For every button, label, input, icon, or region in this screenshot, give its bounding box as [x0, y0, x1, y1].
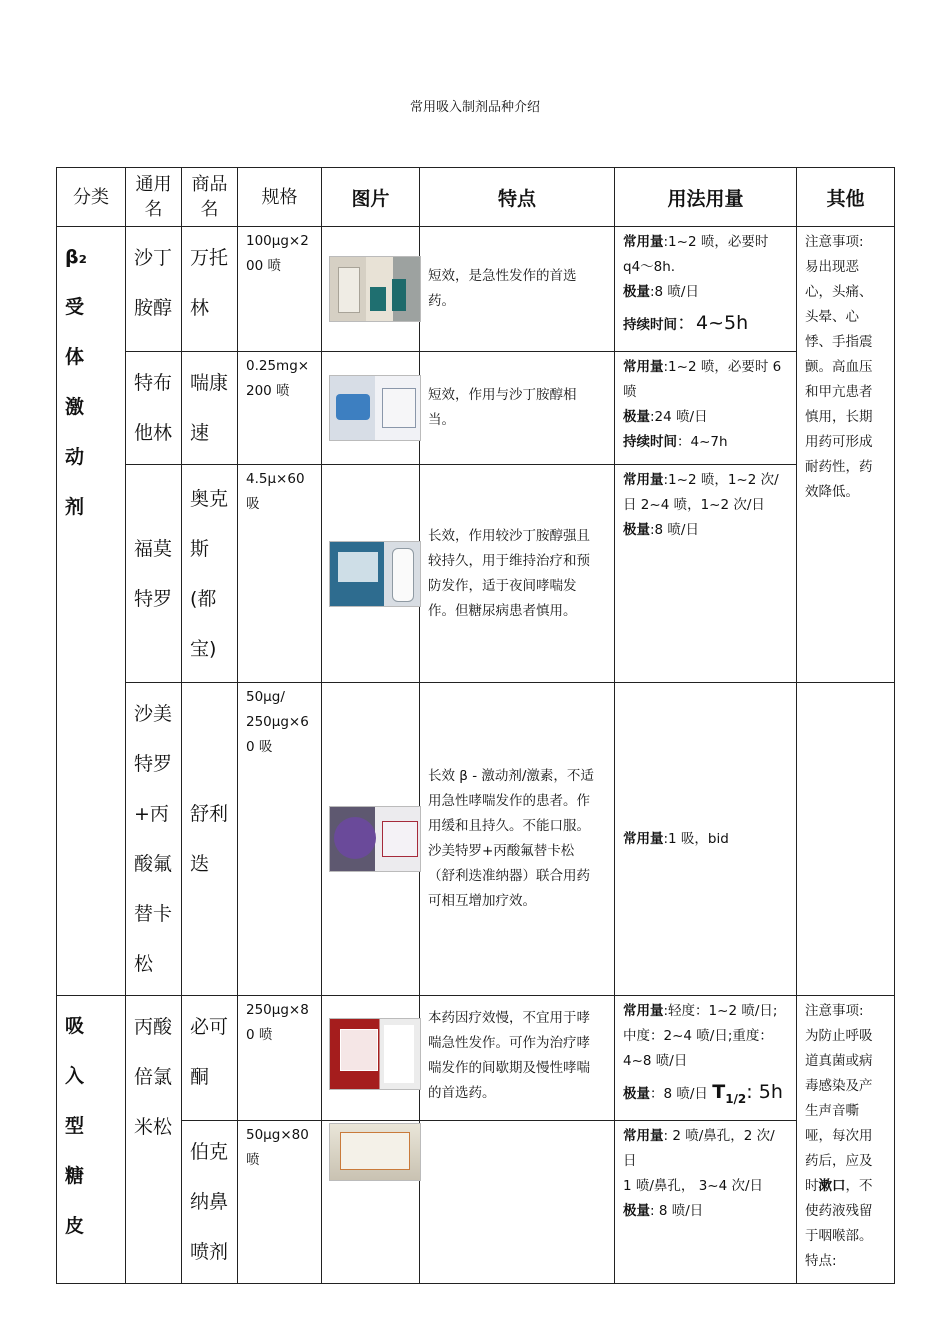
usage: 常用量:1~2 喷，必要时 q4～8h. 极量:8 喷/日 持续时间：4~5h — [615, 227, 797, 352]
spec: 4.5μ×60 吸 — [238, 465, 322, 683]
spec: 50μg×80 喷 — [238, 1121, 322, 1284]
product-image-cell — [322, 227, 420, 352]
usage: 常用量:1~2 喷，1~2 次/ 日 2~4 喷，1~2 次/日 极量:8 喷/日 — [615, 465, 797, 683]
generic-name: 特布 他林 — [126, 352, 182, 465]
spec: 50μg/ 250μg×6 0 吸 — [238, 683, 322, 996]
table-row — [57, 465, 895, 683]
header-features: 特点 — [420, 168, 615, 227]
table-row — [57, 352, 895, 465]
brand-name: 伯克 纳鼻 喷剂 — [182, 1121, 238, 1284]
inhaler-photo — [329, 375, 421, 441]
table-row — [57, 1121, 895, 1284]
spec: 100μg×2 00 喷 — [238, 227, 322, 352]
header-usage: 用法用量 — [615, 168, 797, 227]
header-row — [57, 168, 895, 227]
features: 本药因疗效慢，不宜用于哮 喘急性发作。可作为治疗哮 喘发作的间歇期及慢性哮喘 的首选药。 — [420, 996, 615, 1121]
table-row — [57, 683, 895, 996]
features: 短效，是急性发作的首选 药。 — [420, 227, 615, 352]
brand-name: 舒利 迭 — [182, 683, 238, 996]
nasal-spray-box-photo — [329, 1123, 421, 1181]
brand-name: 奥克 斯 (都 宝) — [182, 465, 238, 683]
generic-name: 福莫 特罗 — [126, 465, 182, 683]
usage: 常用量: 2 喷/鼻孔，2 次/ 日 1 喷/鼻孔， 3~4 次/日 极量: 8 喷/日 — [615, 1121, 797, 1284]
product-image-cell — [322, 352, 420, 465]
features: 短效，作用与沙丁胺醇相 当。 — [420, 352, 615, 465]
table-row — [57, 227, 895, 352]
generic-name: 丙酸 倍氯 米松 — [126, 996, 182, 1284]
usage: 常用量:1~2 喷，必要时 6 喷 极量:24 喷/日 持续时间：4~7h — [615, 352, 797, 465]
header-brand: 商品 名 — [182, 168, 238, 227]
generic-name: 沙美 特罗 +丙 酸氟 替卡 松 — [126, 683, 182, 996]
inhaler-box-photo — [329, 1018, 421, 1090]
turbuhaler-photo — [329, 541, 421, 607]
header-spec: 规格 — [238, 168, 322, 227]
inhaler-table — [56, 167, 895, 1284]
other-notes-empty — [797, 683, 895, 996]
usage: 常用量:1 吸，bid — [615, 683, 797, 996]
product-image-cell — [322, 465, 420, 683]
header-generic: 通用 名 — [126, 168, 182, 227]
other-notes-beta2: 注意事项: 易出现恶 心，头痛、 头晕、心 悸、手指震 颤。高血压 和甲亢患者 慎用，长期 用药可形成 耐药性，药 效降低。 — [797, 227, 895, 683]
header-other: 其他 — [797, 168, 895, 227]
category-beta2-agonist: β₂ 受 体 激 动 剂 — [57, 227, 126, 996]
spec: 0.25mg× 200 喷 — [238, 352, 322, 465]
other-notes-ics: 注意事项: 为防止呼吸 道真菌或病 毒感染及产 生声音嘶 哑，每次用 药后，应及 时漱口，不 使药液残留 于咽喉部。 特点: — [797, 996, 895, 1284]
brand-name: 万托 林 — [182, 227, 238, 352]
generic-name: 沙丁 胺醇 — [126, 227, 182, 352]
header-category: 分类 — [57, 168, 126, 227]
features: 长效 β - 激动剂/激素，不适 用急性哮喘发作的患者。作 用缓和且持久。不能口服。 沙美特罗+丙酸氟替卡松 （舒利迭准纳器）联合用药 可相互增加疗效。 — [420, 683, 615, 996]
product-image-cell — [322, 1121, 420, 1284]
category-inhaled-corticosteroid: 吸 入 型 糖 皮 — [57, 996, 126, 1284]
product-image-cell — [322, 683, 420, 996]
brand-name: 喘康 速 — [182, 352, 238, 465]
brand-name: 必可 酮 — [182, 996, 238, 1121]
inhaler-photo — [329, 256, 421, 322]
table-row — [57, 996, 895, 1121]
product-image-cell — [322, 996, 420, 1121]
header-image: 图片 — [322, 168, 420, 227]
usage: 常用量:轻度：1~2 喷/日; 中度：2~4 喷/日;重度： 4~8 喷/日 极量：8 喷/日 $T_{1/2}$: 5h — [615, 996, 797, 1121]
page-title: 常用吸入制剂品种介绍 — [409, 100, 540, 115]
features-empty — [420, 1121, 615, 1284]
features: 长效，作用较沙丁胺醇强且 较持久，用于维持治疗和预 防发作，适于夜间哮喘发 作。但糖尿病患者慎用。 — [420, 465, 615, 683]
spec: 250μg×8 0 喷 — [238, 996, 322, 1121]
diskus-photo — [329, 806, 421, 872]
